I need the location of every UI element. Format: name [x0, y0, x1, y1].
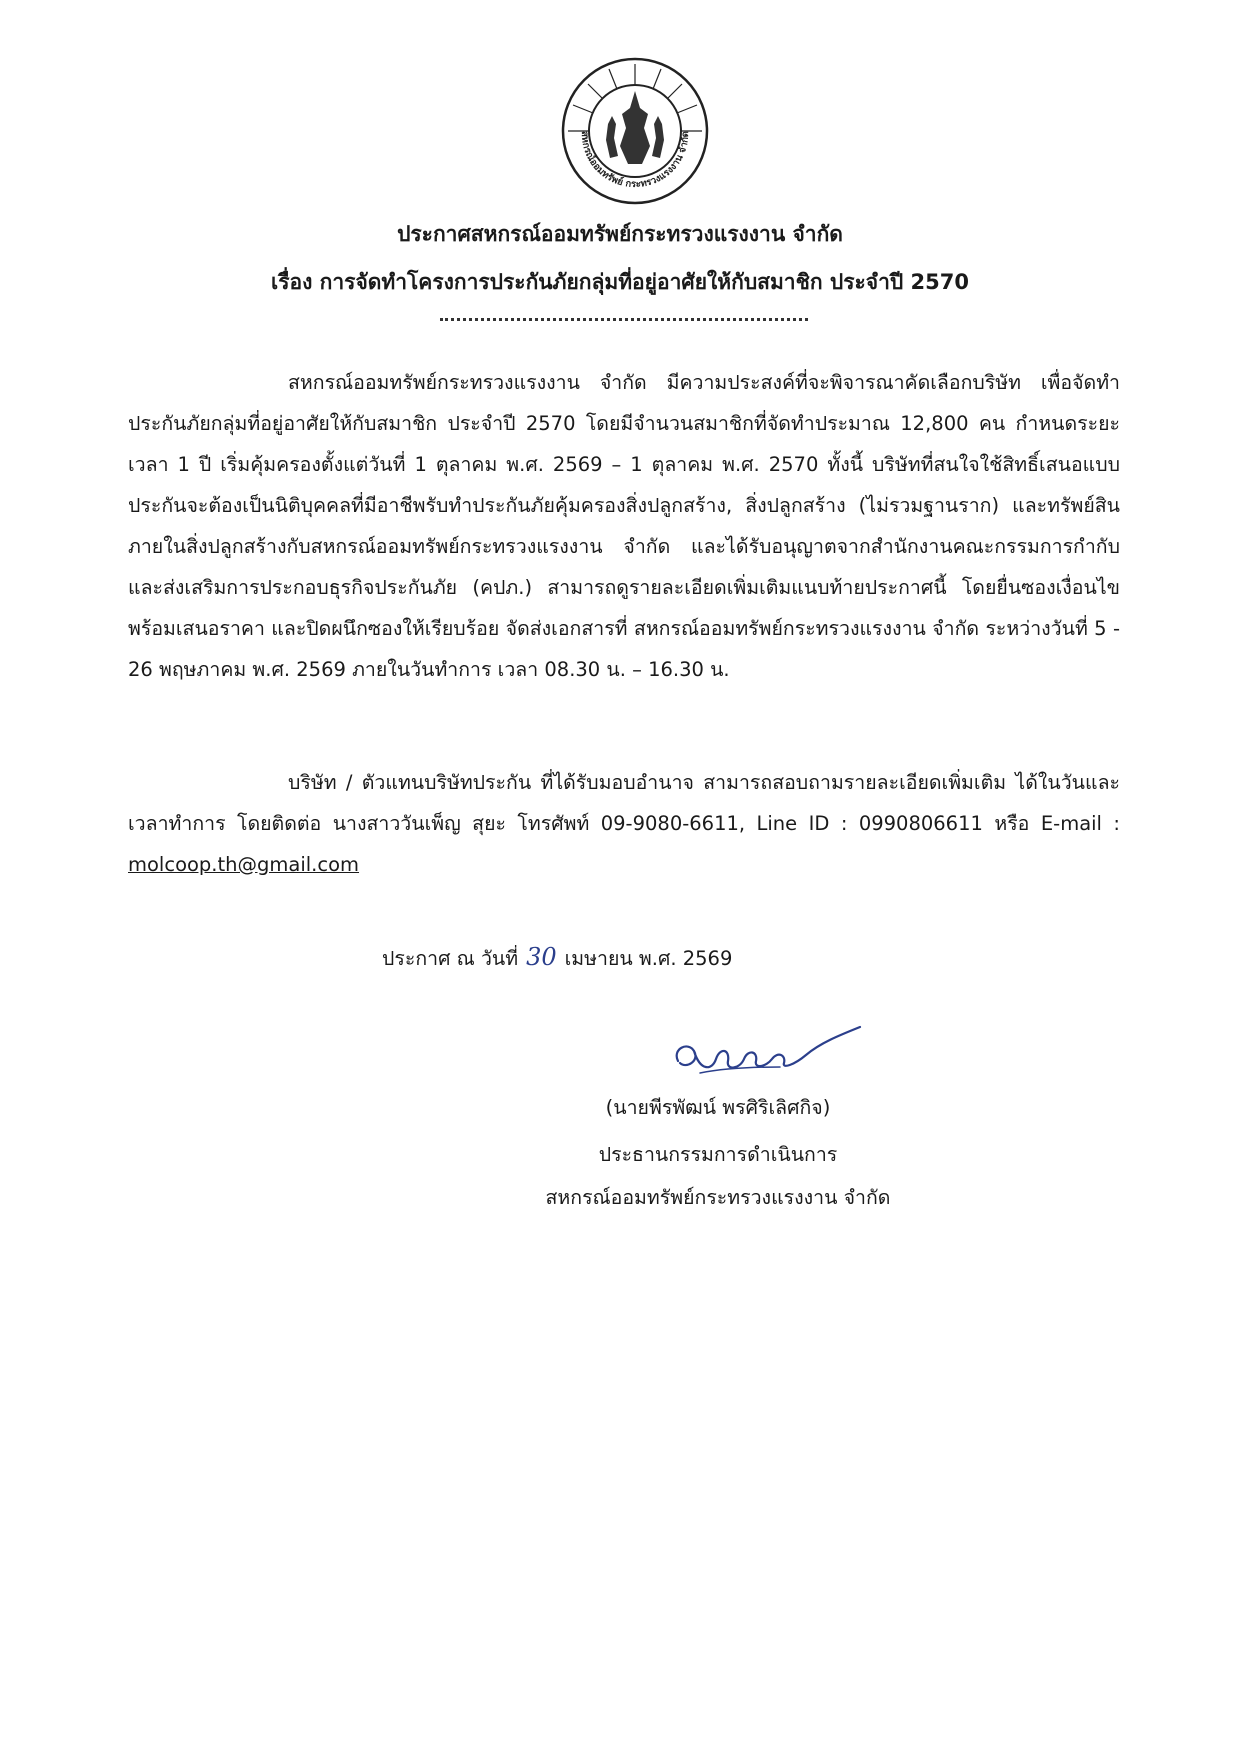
announcement-date — [382, 940, 732, 976]
date-prefix: ประกาศ ณ วันที่ — [382, 947, 519, 970]
announcement-subject: เรื่อง การจัดทำโครงการประกันภัยกลุ่มที่อยู่อาศัยให้กับสมาชิก ประจำปี 2570 — [271, 270, 969, 294]
seal-text: สหกรณ์ออมทรัพย์ กระทรวงแรงงาน จำกัด — [578, 131, 692, 191]
date-suffix: เมษายน พ.ศ. 2569 — [564, 947, 733, 970]
email-link[interactable]: molcoop.th@gmail.com — [128, 853, 360, 876]
handwritten-signature — [660, 1015, 870, 1090]
signatory-position: ประธานกรรมการดำเนินการ — [598, 1143, 838, 1166]
handwritten-day: 30 — [526, 943, 557, 971]
body-paragraph-2 — [128, 762, 1120, 885]
cooperative-seal-icon — [560, 56, 710, 206]
signatory-name: (นายพีรพัฒน์ พรศิริเลิศกิจ) — [605, 1096, 831, 1119]
dotted-divider — [440, 318, 808, 321]
announcement-title: ประกาศสหกรณ์ออมทรัพย์กระทรวงแรงงาน จำกัด — [397, 222, 843, 246]
body-paragraph-1: สหกรณ์ออมทรัพย์กระทรวงแรงงาน จำกัด มีความประสงค์ที่จะพิจารณาคัดเลือกบริษัท เพื่อจัดทำประกันภัยกลุ่มที่อยู่อาศัยให้กับสมาชิก ประจำปี 2570 โดยมีจำนวนสมาชิกที่จัดทำประมาณ 12,800 คน กำหนดระยะเวลา 1 ปี เริ่มคุ้มครองตั้งแต่วันที่ 1 ตุลาคม พ.ศ. 2569 – 1 ตุลาคม พ.ศ. 2570 ทั้งนี้ บริษัทที่สนใจใช้สิทธิ์เสนอแบบประกันจะต้องเป็นนิติบุคคลที่มีอาชีพรับทำประกันภัยคุ้มครองสิ่งปลูกสร้าง, สิ่งปลูกสร้าง (ไม่รวมฐานราก) และทรัพย์สินภายในสิ่งปลูกสร้างกับสหกรณ์ออมทรัพย์กระทรวงแรงงาน จำกัด และได้รับอนุญาตจากสำนักงานคณะกรรมการกำกับและส่งเสริมการประกอบธุรกิจประกันภัย (คปภ.) สามารถดูรายละเอียดเพิ่มเติมแนบท้ายประกาศนี้ โดยยื่นซองเงื่อนไขพร้อมเสนอราคา และปิดผนึกซองให้เรียบร้อย จัดส่งเอกสารที่ สหกรณ์ออมทรัพย์กระทรวงแรงงาน จำกัด ระหว่างวันที่ 5 - 26 พฤษภาคม พ.ศ. 2569 ภายในวันทำการ เวลา 08.30 น. – 16.30 น. — [128, 371, 1120, 681]
contact-text: บริษัท / ตัวแทนบริษัทประกัน ที่ได้รับมอบอำนาจ สามารถสอบถามรายละเอียดเพิ่มเติม ได้ในวันและเวลาทำการ โดยติดต่อ นางสาววันเพ็ญ สุยะ โทรศัพท์ 09-9080-6611, Line ID : 0990806611 หรือ E-mail : — [128, 771, 1120, 835]
signatory-organization: สหกรณ์ออมทรัพย์กระทรวงแรงงาน จำกัด — [545, 1186, 891, 1209]
